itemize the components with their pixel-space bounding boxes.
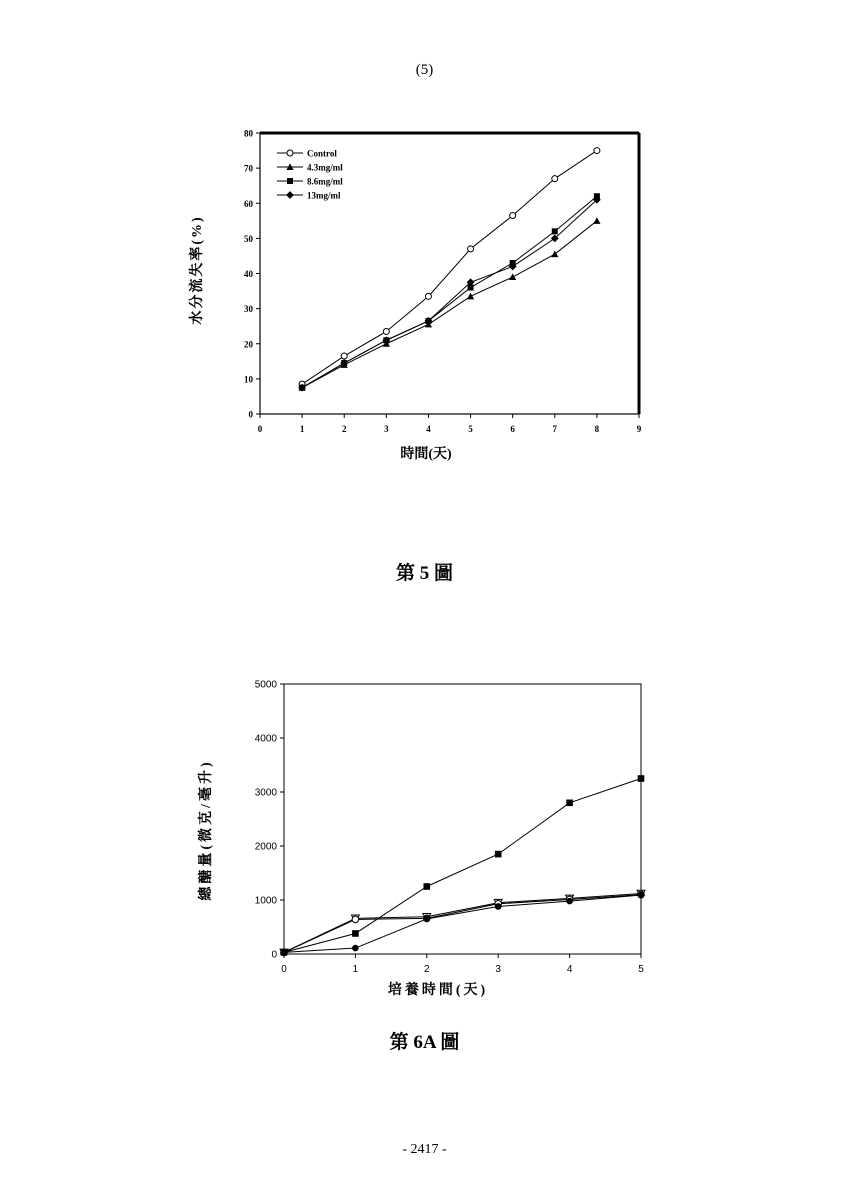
y-tick-label: 3000: [254, 787, 277, 799]
plot-frame: [284, 684, 641, 954]
data-point-series-1: [424, 883, 431, 890]
data-point-series-1: [341, 353, 347, 359]
data-point-series-4: [424, 916, 431, 923]
data-point-series-1: [425, 293, 431, 299]
series-line-1: [284, 779, 641, 953]
page-footer: - 2417 -: [402, 1142, 447, 1157]
y-tick-label: 50: [244, 233, 253, 244]
figure-5-caption: 第 5 圖: [395, 563, 453, 584]
x-tick-label: 8: [594, 424, 600, 434]
y-tick-label: 70: [244, 163, 253, 174]
series-line-3: [302, 196, 597, 387]
y-tick-label: 2000: [254, 841, 277, 853]
data-point-series-2: [593, 217, 600, 224]
x-tick-label: 9: [636, 424, 642, 434]
series-line-4: [302, 200, 597, 388]
data-point-series-1: [594, 148, 600, 154]
x-tick-label: 4: [566, 964, 573, 975]
y-tick-label: 10: [244, 374, 253, 385]
data-point-series-1: [352, 930, 359, 937]
y-tick-label: 1000: [254, 895, 277, 907]
x-tick-label: 0: [281, 964, 287, 975]
x-tick-label: 1: [352, 964, 359, 975]
plot-frame: [260, 133, 639, 414]
x-axis-label: 培養時間(天): [387, 983, 489, 998]
y-axis-label: 總醣量(微克/毫升): [199, 759, 214, 901]
x-axis-label: 時間(天): [400, 447, 452, 462]
y-tick-label: 4000: [254, 733, 277, 745]
y-tick-label: 60: [244, 198, 253, 209]
x-tick-label: 6: [510, 424, 515, 434]
data-point-series-3: [352, 916, 359, 923]
data-point-series-4: [281, 949, 288, 956]
data-point-series-2: [509, 273, 516, 280]
series-line-1: [302, 148, 597, 385]
figure-6a-caption: 第 6A 圖: [389, 1032, 460, 1053]
y-tick-label: 20: [244, 339, 253, 350]
legend-label: 8.6mg/ml: [307, 176, 343, 187]
legend-label: 13mg/ml: [307, 190, 341, 201]
y-tick-label: 5000: [254, 679, 277, 691]
y-tick-label: 30: [244, 304, 253, 315]
data-point-series-2: [467, 293, 474, 300]
y-axis-label: 水分流失率(%): [190, 215, 205, 325]
x-tick-label: 1: [299, 424, 305, 434]
series-line-3: [284, 895, 641, 953]
data-point-series-3: [552, 228, 558, 234]
x-tick-label: 5: [638, 964, 644, 975]
data-point-series-1: [468, 246, 474, 252]
data-point-series-4: [495, 903, 502, 910]
x-tick-label: 4: [426, 424, 431, 434]
data-point-series-1: [510, 213, 516, 219]
figure-5-chart: [0, 0, 849, 500]
legend-marker: [287, 150, 293, 156]
data-point-series-4: [352, 945, 359, 952]
y-tick-label: 40: [244, 269, 253, 279]
legend-marker: [286, 191, 294, 199]
legend-label: Control: [307, 148, 337, 159]
series-line-4: [284, 895, 641, 952]
y-tick-label: 0: [271, 949, 277, 961]
data-point-series-1: [495, 851, 502, 858]
series-line-2: [284, 894, 641, 953]
y-tick-label: 0: [248, 409, 253, 420]
figure-6a-chart: [0, 600, 849, 1020]
data-point-series-1: [638, 775, 645, 782]
data-point-series-1: [552, 176, 558, 182]
data-point-series-4: [638, 892, 645, 899]
x-tick-label: 3: [495, 964, 501, 975]
x-tick-label: 0: [257, 424, 263, 434]
data-point-series-1: [566, 800, 573, 807]
data-point-series-4: [566, 898, 573, 905]
x-tick-label: 5: [468, 424, 473, 434]
legend-label: 4.3mg/ml: [307, 162, 343, 173]
x-tick-label: 7: [552, 424, 558, 434]
legend-marker: [287, 178, 293, 184]
y-tick-label: 80: [244, 128, 253, 139]
page-header: (5): [415, 62, 434, 78]
x-tick-label: 2: [341, 424, 347, 434]
x-tick-label: 3: [384, 424, 389, 434]
x-tick-label: 2: [424, 964, 430, 975]
data-point-series-1: [383, 328, 389, 334]
